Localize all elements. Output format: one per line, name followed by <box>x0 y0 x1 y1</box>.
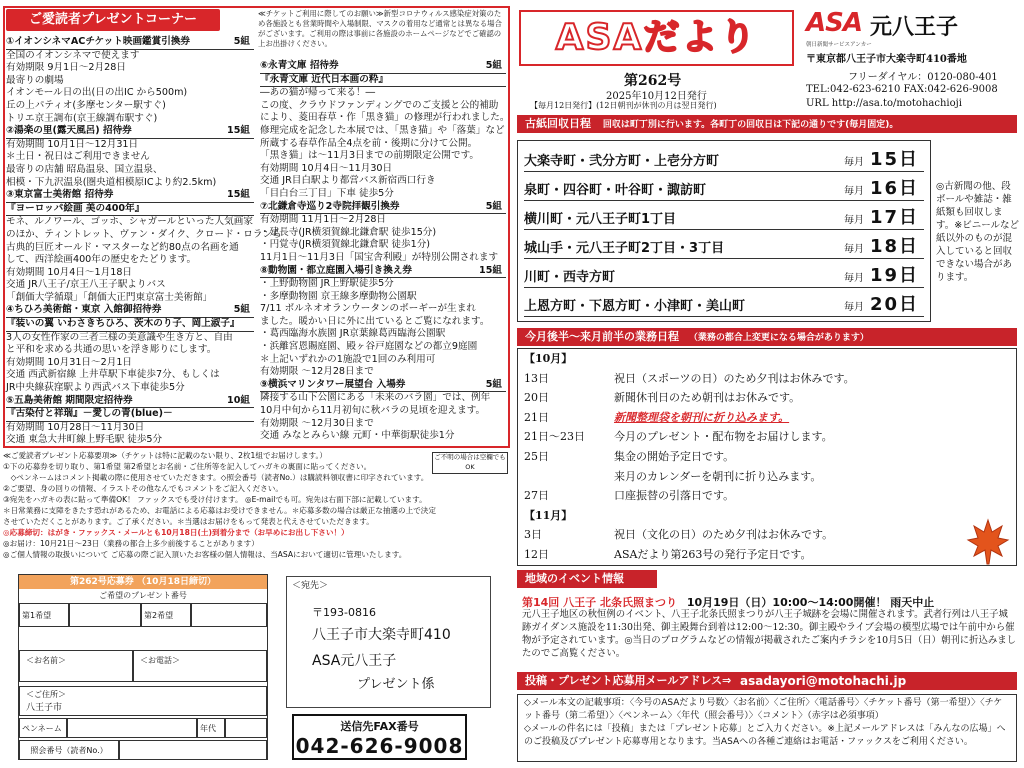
present-item-head <box>6 318 254 332</box>
sendto-name: ASA元八王子 <box>312 653 397 669</box>
schedule-row <box>524 370 1012 388</box>
schedule-title: 今月後半～来月前半の業務日程 <box>525 330 679 343</box>
present-item-title: 『永青文庫 近代日本画の粋』 <box>260 73 389 85</box>
present-item-head <box>260 60 506 74</box>
present-item-count: 5組 <box>485 378 502 390</box>
asa-branch-name: 元八王子 <box>870 15 959 40</box>
present-item-head <box>6 203 254 217</box>
waste-day: 17日 <box>870 207 920 228</box>
schedule-text: 今月のプレゼント・配布物をお届けします。 <box>614 430 833 444</box>
present-column-left <box>6 36 282 446</box>
present-item-line: 有効期限 ～12月28日まで <box>260 366 374 378</box>
rule-line: ＊日常業務に支障をきたす恐れがあるため、お電話による応募はお受けできません。＊応募多数の場合は厳正な抽選の上で決定 <box>3 506 436 515</box>
schedule-text: 口座振替の引落日です。 <box>614 489 735 503</box>
present-item-line: 所蔵する春草作品全4点を前・後期に分けて公開。 <box>260 137 478 149</box>
sendto-department: プレゼント係 <box>357 677 435 692</box>
entry-form-title: 第262号応募券 （10月18日締切） <box>19 575 267 589</box>
waste-row <box>524 291 924 317</box>
present-item-line: 「創価大学循環」「創価大正門東京富士美術館」 <box>6 291 213 303</box>
age-field[interactable] <box>225 718 267 738</box>
present-item-head <box>6 304 254 318</box>
present-item-head <box>6 395 254 409</box>
present-item-head <box>260 379 506 393</box>
present-item-line: 3人の女性作家の三者三様の美意識や生き方と、自由 <box>6 331 233 343</box>
issue-number: 第262号 <box>624 73 682 89</box>
present-item-title: ③東京富士美術館 招待券 <box>6 189 114 201</box>
waste-every-month: 毎月 <box>844 273 864 284</box>
waste-every-month: 毎月 <box>844 215 864 226</box>
present-item-title: ⑧動物園・都立庭園入場引き換え券 <box>260 264 413 276</box>
present-item-count: 10組 <box>227 394 250 406</box>
present-item-line: 交通 東急大井町線上野毛駅 徒歩5分 <box>6 434 163 446</box>
schedule-row <box>524 428 1012 446</box>
present-item-title: 『ヨーロッパ絵画 美の400年』 <box>6 202 145 214</box>
schedule-month <box>524 507 1012 525</box>
present-item-line: トリエ京王調布(京王線調布駅すぐ) <box>6 112 158 124</box>
present-item-line: 10月中旬から11月初旬に秋バラの見頃を迎えます。 <box>260 405 486 417</box>
rule-line: ◇ペンネームはコメント掲載の際に使用させていただきます。◇照会番号（読者No.）は購読料領収書に印字されています。 <box>3 473 429 482</box>
rule-line: ◎応募締切：はがき・ファックス・メールとも10月18日(土)到着分まで（お早めにお出し下さい！） <box>3 528 349 537</box>
maple-leaf-icon <box>966 518 1010 570</box>
waste-day: 18日 <box>870 236 920 257</box>
schedule-date: 27日 <box>524 489 549 503</box>
present-column-right <box>260 60 510 446</box>
masthead-title: ASAだより <box>555 17 758 58</box>
rule-line: ◎お届け：10月21日～23日（業務の都合上多少前後することがあります） <box>3 539 259 548</box>
schedule-text: 新聞整理袋を朝刊に折り込みます。 <box>614 410 790 424</box>
second-choice-field[interactable] <box>191 603 267 627</box>
present-item-line: ―あの猫が帰って来る！― <box>260 87 376 99</box>
issue-cycle: 【毎月12日発行】(12日朝刊が休刊の月は翌日発行) <box>530 101 717 110</box>
waste-area: 泉町・四谷町・叶谷町・諏訪町 <box>524 183 707 198</box>
schedule-date: 21日 <box>524 410 549 424</box>
present-item-line: 「目白台三丁目」下車 徒歩5分 <box>260 187 394 199</box>
schedule-text: 集金の開始予定日です。 <box>614 450 735 463</box>
present-item-line: 最寄りの劇場 <box>6 74 64 86</box>
present-item-title: ⑦北鎌倉寺巡り2寺院拝観引換券 <box>260 200 400 212</box>
schedule-row <box>524 487 1012 505</box>
present-item-line: により、菱田春草・作「黒き猫」の修理が行われました。 <box>260 112 510 124</box>
present-item-line: 11月1日～11月3日「国宝舎利殿」が特別公開されます <box>260 251 499 263</box>
schedule-row <box>524 409 1012 427</box>
present-item-count: 15組 <box>479 264 502 276</box>
issue-date: 2025年10月12日発行 <box>606 91 707 102</box>
present-item-line: と平和を求める共通の思いを浮き彫りにします。 <box>6 344 217 356</box>
penname-field[interactable] <box>67 718 197 738</box>
present-item-line: この度、クラウドファンディングでのご支援と公的補助 <box>260 99 499 111</box>
penname-label: ペンネーム <box>19 718 67 738</box>
mail-address[interactable]: asadayori@motohachi.jp <box>740 674 907 688</box>
waste-collection-note: 回収は町丁別に行います。各町丁の回収日は下記の通りです(毎月固定)。 <box>602 120 899 130</box>
waste-every-month: 毎月 <box>844 244 864 255</box>
present-item-line: ・葛西臨海水族園 JR京葉線葛西臨海公園駅 <box>260 328 446 340</box>
schedule-note: （業務の都合上変更になる場合があります） <box>688 333 869 343</box>
present-item-line: ・多摩動物園 京王線多摩動物公園駅 <box>260 290 417 302</box>
schedule-date: 25日 <box>524 450 549 463</box>
present-item-line: のほか、ティントレット、ヴァン・ダイク、クロード・ロランら <box>6 228 282 240</box>
present-item-title: ②湯楽の里(露天風呂) 招待券 <box>6 125 132 137</box>
name-field[interactable]: ＜お名前＞ <box>19 650 133 682</box>
waste-collection-bar <box>517 115 1017 133</box>
waste-area: 横川町・元八王子町1丁目 <box>524 212 677 227</box>
address-field[interactable] <box>19 686 267 716</box>
schedule-date: 3日 <box>524 528 542 542</box>
present-item-line: 有効期限 ～12月30日まで <box>260 417 374 429</box>
waste-row <box>524 175 924 201</box>
present-item-head <box>6 189 254 203</box>
present-item-line: 交通 西武新宿線 上井草駅下車徒歩7分、もしくは <box>6 369 220 381</box>
present-item-line: 全国のイオンシネマで使えます <box>6 49 140 61</box>
event-name: 第14回 八王子 北条氏照まつり <box>522 596 677 609</box>
present-item-line: 有効期間 10月1日～12月31日 <box>6 138 139 150</box>
present-item-line: 有効期間 10月31日～2月1日 <box>6 356 133 368</box>
present-corner-title: ご愛読者プレゼントコーナー <box>6 9 220 31</box>
schedule-text: ASAだより第263号の発行予定日です。 <box>614 548 812 561</box>
asa-logo-subtitle: 朝日新聞サービスアンカー <box>806 42 872 48</box>
mail-instructions-line2: ◇メールの件名には「投稿」または「プレゼント応募」とご入力ください。※上記メールアドレスは「みんなの広場」へのご投稿及びプレゼント応募専用となります。当ASAへの各種ご連絡はお電話・ファックスをご利用ください。 <box>524 724 1006 747</box>
schedule-date: 【10月】 <box>524 352 573 365</box>
present-item-count <box>250 318 254 331</box>
present-item-line: 交通 みなとみらい線 元町・中華街駅徒歩1分 <box>260 430 455 442</box>
rule-line: ③宛先をハガキの表に貼って準備OK！ ファックスでも受け付けます。 ◎E-mailでも可。宛先は右面下部に記載しています。 <box>3 495 427 504</box>
waste-row <box>524 204 924 230</box>
second-choice-label: 第2希望 <box>141 603 191 627</box>
rule-line: させていただくことがあります。ご了承ください。＊当選はお届けをもって発表と代えさせていただきます。 <box>3 517 374 526</box>
fax-label: 送信先FAX番号 <box>340 720 419 733</box>
waste-area: 大楽寺町・弐分方町・上壱分方町 <box>524 154 720 169</box>
present-item-line: イオンモール日の出(日の出IC から500m) <box>6 87 188 99</box>
schedule-row <box>524 468 1012 486</box>
waste-day: 16日 <box>870 178 920 199</box>
present-item-head <box>6 125 254 139</box>
waste-row <box>524 262 924 288</box>
present-item-title: 『古染付と祥瑞』－愛しの青(blue)－ <box>6 408 173 420</box>
schedule-date: 20日 <box>524 391 549 405</box>
schedule-text: 祝日（スポーツの日）のため夕刊はお休みです。 <box>614 371 855 385</box>
schedule-text: 新聞休刊日のため朝刊はお休みです。 <box>614 391 801 405</box>
present-item-line: 修理完成を記念した本展では、「黒き猫」や「落葉」など <box>260 124 505 136</box>
website-url[interactable]: URL http://asa.to/motohachioji <box>806 98 962 109</box>
present-item-line: 交通 JR目白駅より都営バス新宿西口行き <box>260 175 436 187</box>
waste-collection-title: 古紙回収日程 <box>525 117 591 130</box>
present-item-count: 5組 <box>485 60 502 71</box>
waste-every-month: 毎月 <box>844 186 864 197</box>
present-item-line: ・浜離宮恩賜庭園、殿ヶ谷戸庭園などの都立9庭園 <box>260 341 478 353</box>
waste-row <box>524 233 924 259</box>
present-item-line: ・建長寺(JR横須賀線北鎌倉駅 徒歩15分) <box>260 226 437 238</box>
present-item-count <box>250 203 254 216</box>
schedule-bar <box>517 328 1017 346</box>
present-item-count <box>502 74 506 87</box>
schedule-month <box>524 350 1012 368</box>
present-item-line: 「黒き猫」は～11月3日までの前期限定公開です。 <box>260 150 480 162</box>
present-item-count: 15組 <box>227 125 250 137</box>
present-item-line: 交通 JR八王子/京王八王子駅よりバス <box>6 279 166 291</box>
waste-every-month: 毎月 <box>844 157 864 168</box>
present-item-line: JR中央線荻窪駅より西武バス下車徒歩5分 <box>6 382 185 394</box>
postal-code: 〒193-0816 <box>312 606 376 619</box>
tel-fax: TEL:042-623-6210 FAX:042-626-9008 <box>806 84 998 95</box>
present-item-line: 有効期間 10月4日～1月18日 <box>6 266 133 278</box>
event-bar: 地域のイベント情報 <box>517 570 657 588</box>
present-item-line: 有効期間 11月1日～2月28日 <box>260 214 387 226</box>
age-label: 年代 <box>197 718 225 738</box>
waste-day: 20日 <box>870 294 920 315</box>
schedule-date: 21日～23日 <box>524 430 585 444</box>
present-item-line: ＊上記いずれかの1施設で1回のみ利用可 <box>260 353 436 365</box>
schedule-row <box>524 546 1012 564</box>
present-item-line: 丘の上パティオ(多摩センター駅すぐ) <box>6 99 166 111</box>
present-item-title: ①イオンシネマACチケット映画鑑賞引換券 <box>6 36 191 47</box>
sendto-address: 八王子市大楽寺町410 <box>312 627 451 643</box>
gift-number-label: ご希望のプレゼント番号 <box>99 591 187 600</box>
present-item-count: 15組 <box>227 189 250 201</box>
schedule-row <box>524 448 1012 466</box>
rule-line: ≪ご愛読者プレゼント応募要項≫（チケットは特に記載のない限り、2枚1組でお届けします。） <box>3 451 327 460</box>
address-note: ご不明の場合は空欄でもOK <box>432 452 508 474</box>
present-item-line: 隣接する山下公園にある「未来のバラ園」では、例年 <box>260 392 491 404</box>
present-item-count: 5組 <box>233 36 250 47</box>
event-datetime: 10月19日（日）10:00～14:00開催！ 雨天中止 <box>686 596 935 609</box>
present-item-line: 最寄りの店舗 昭島温泉、国立温泉、 <box>6 163 163 175</box>
schedule-date: 【11月】 <box>524 508 573 522</box>
rule-line: ◎ご個人情報の取扱いについて ご応募の際ご記入頂いたお客様の個人情報は、当ASAにおいて適切に管理いたします。 <box>3 550 407 559</box>
first-choice-field[interactable] <box>69 603 141 627</box>
waste-area: 城山手・元八王子町2丁目・3丁目 <box>524 241 725 256</box>
waste-day: 15日 <box>870 149 920 170</box>
first-choice-label: 第1希望 <box>19 603 69 627</box>
present-item-title: ⑨横浜マリンタワー展望台 入場券 <box>260 378 406 390</box>
present-item-count: 5組 <box>485 200 502 212</box>
present-item-line: ・円覚寺(JR横須賀線北鎌倉駅 徒歩1分) <box>260 239 431 251</box>
schedule-row <box>524 526 1012 544</box>
present-item-head <box>260 265 506 279</box>
present-item-line: 有効期間 10月4日～11月30日 <box>260 162 393 174</box>
address-value: 八王子市 <box>26 703 63 713</box>
shop-address: 〒東京都八王子市大楽寺町410番地 <box>806 54 967 65</box>
fax-number: 042-626-9008 <box>295 734 464 758</box>
schedule-date: 12日 <box>524 548 549 561</box>
waste-every-month: 毎月 <box>844 302 864 313</box>
address-label: ＜ご住所＞ <box>26 690 66 699</box>
waste-day: 19日 <box>870 265 920 286</box>
fax-box <box>292 714 467 760</box>
present-item-line: 有効期限 9月1日～2月28日 <box>6 62 126 74</box>
asa-logo: ASA <box>806 8 862 38</box>
waste-area: 川町・西寺方町 <box>524 270 616 285</box>
reference-number-label: 照会番号（読者No.） <box>19 740 119 760</box>
present-item-line: 古典的巨匠オールド・マスターなど約80点の名画を通 <box>6 241 239 253</box>
present-item-count: 5組 <box>233 304 250 316</box>
present-item-line: ました。暖かい日に外に出ているとご覧になれます。 <box>260 315 490 327</box>
schedule-text: 祝日（文化の日）のため夕刊はお休みです。 <box>614 528 834 542</box>
mail-instructions-line1: ◇メール本文の記載事項：〈今号のASAだより号数〉〈お名前〉〈ご住所〉〈電話番号〉〈チケット番号（第一希望）〉〈チケット番号（第二希望）〉〈ペンネーム〉〈年代（照会番号）〉〈コメント〉（赤字は必須事項） <box>524 698 1003 721</box>
mail-instructions <box>517 694 1017 762</box>
rule-line: ②ご要望、身の回りの情報、イラストその他なんでもコメントをご記入ください。 <box>3 484 283 493</box>
present-item-count <box>250 408 254 421</box>
waste-row <box>524 146 924 172</box>
ticket-notice: ≪チケットご利用に際してのお願い≫新型コロナウィルス感染症対策のため各施設とも営業時間や入場制限、マスクの着用など通常とは異なる場合がございます。ご利用の際は事前に各施設のホームページなどでご確認の上お出掛けください。 <box>258 9 502 48</box>
present-item-line: 7/11 ボルネオオランウータンのボーギーが生まれ <box>260 303 476 315</box>
present-item-line: して、西洋絵画400年の歴史をたどります。 <box>6 254 197 266</box>
schedule-row <box>524 389 1012 407</box>
event-description: 元八王子地区の秋恒例のイベント、八王子北条氏照まつりが八王子城跡を会場に開催されます。武者行列は八王子城跡ガイダンス施設を11:30出発、御主殿舞台到着は12:00～12:30。御主殿やライブ会場の模型広場では午前中から催物が予定されています。◎当日のプログラムなどの情報が掲載されたご案内チラシを10月5日（日）朝刊に折込みましたのでご高覧ください。 <box>522 609 1016 659</box>
present-item-title: 『装いの翼 いわさきちひろ、茨木のり子、岡上淑子』 <box>6 318 240 330</box>
present-item-line: 有効期間 10月28日～11月30日 <box>6 421 145 433</box>
present-item-head <box>260 201 506 215</box>
present-item-line: ＊土日・祝日はご利用できません <box>6 151 150 163</box>
present-item-title: ⑤五島美術館 期間限定招待券 <box>6 394 133 406</box>
present-item-head <box>6 36 254 50</box>
present-item-line: モネ、ルノワール、ゴッホ、シャガールといった人気画家 <box>6 216 253 228</box>
present-item-line: ・上野動物園 JR上野駅徒歩5分 <box>260 278 394 290</box>
schedule-date: 13日 <box>524 371 549 385</box>
rule-line: ①下の応募券を切り取り、第1希望 第2希望とお名前・ご住所等を記入してハガキの裏面に貼ってください。 <box>3 462 372 471</box>
present-item-head <box>260 74 506 88</box>
present-item-title: ④ちひろ美術館・東京 入館御招待券 <box>6 304 162 316</box>
reference-number-field[interactable] <box>119 740 267 760</box>
sendto-label: ＜宛先＞ <box>292 581 329 591</box>
present-item-line: 相模・下九沢温泉(圏央道相模原ICより約2.5km) <box>6 176 217 188</box>
present-item-head <box>6 408 254 422</box>
waste-collection-side-note: ◎古新聞の他、段ボールや雑誌・雑紙類も回収します。※ビニールなど紙以外のものが混入していると回収できない場合があります。 <box>936 181 1020 283</box>
waste-area: 上恩方町・下恩方町・小津町・美山町 <box>524 299 746 314</box>
free-dial: フリーダイヤル：0120-080-401 <box>848 72 998 83</box>
mail-label: 投稿・プレゼント応募用メールアドレス⇒ <box>525 674 732 687</box>
schedule-text: 来月のカレンダーを朝刊に折り込みます。 <box>614 469 822 483</box>
present-item-title: ⑥永青文庫 招待券 <box>260 60 339 71</box>
phone-field[interactable]: ＜お電話＞ <box>133 650 267 682</box>
